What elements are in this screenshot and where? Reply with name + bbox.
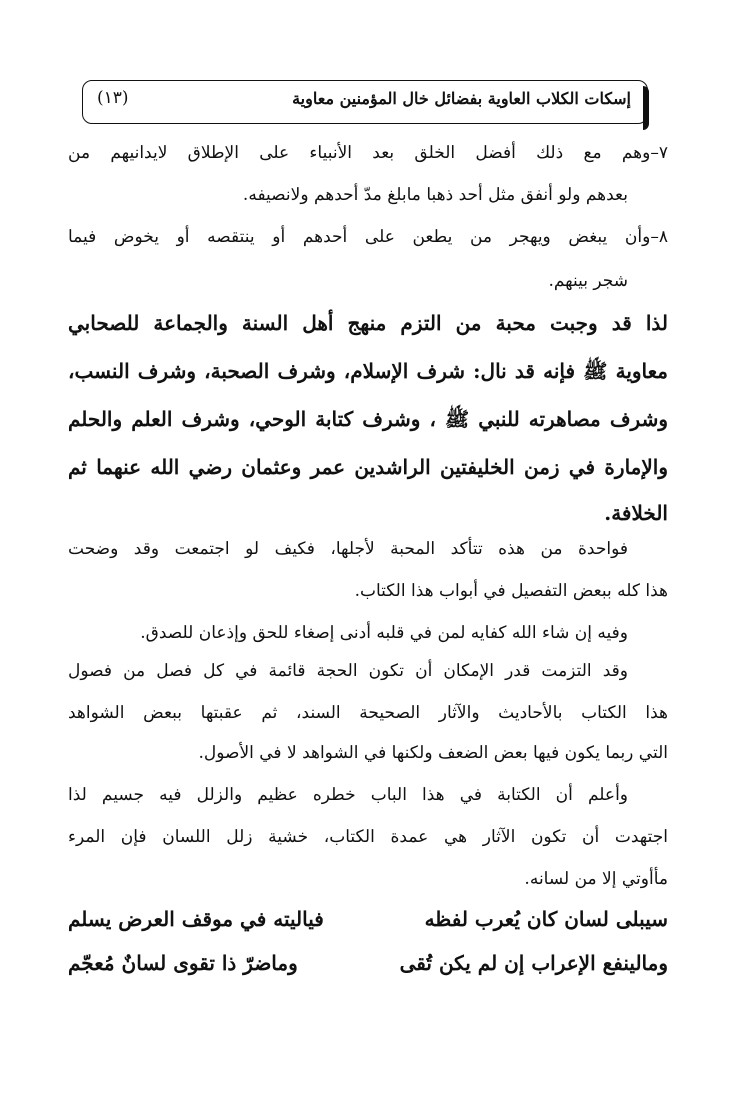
text-line: التي ربما يكون فيها بعض الضعف ولكنها في الشواهد لا في الأصول.: [198, 743, 668, 763]
text-line: بعدهم ولو أنفق مثل أحد ذهبا مابلغ مدّ أحدهم ولانصيفه.: [242, 185, 628, 205]
poem-verse-2-right: ومالينفع الإعراب إن لم يكن تُقى: [399, 951, 668, 975]
poem-verse-1-right: سيبلى لسان كان يُعرب لفظه: [424, 907, 668, 931]
text-line: وفيه إن شاء الله كفايه لمن في قلبه أدنى إصغاء للحق وإذعان للصدق.: [140, 623, 628, 643]
text-line: لذا قد وجبت محبة من التزم منهج أهل السنة والجماعة للصحابي: [68, 311, 668, 335]
text-line: الخلافة.: [604, 501, 668, 525]
text-line: وقد التزمت قدر الإمكان أن تكون الحجة قائمة في كل فصل من فصول: [68, 661, 628, 681]
text-line: معاوية ﷺ فإنه قد نال: شرف الإسلام، وشرف الصحبة، وشرف النسب،: [68, 359, 668, 383]
text-line: وشرف مصاهرته للنبي ﷺ ، وشرف كتابة الوحي، وشرف العلم والحلم: [68, 407, 668, 431]
poem-verse-2-left: وماضرّ ذا تقوى لسانٌ مُعجّم: [68, 951, 298, 975]
text-line: ٧–وهم مع ذلك أفضل الخلق بعد الأنبياء على الإطلاق لايدانيهم من: [68, 143, 668, 163]
text-line: شجر بينهم.: [548, 271, 628, 291]
text-line: هذا كله ببعض التفصيل في أبواب هذا الكتاب.: [354, 581, 668, 601]
page-number: (١٣): [97, 88, 129, 108]
text-line: مأأوتي إلا من لسانه.: [524, 869, 668, 889]
header-shadow: [643, 86, 649, 130]
text-line: هذا الكتاب بالأحاديث والآثار الصحيحة السند، ثم عقبتها ببعض الشواهد: [68, 703, 668, 723]
running-header: [82, 80, 648, 124]
text-line: فواحدة من هذه تتأكد المحبة لأجلها، فكيف لو اجتمعت وقد وضحت: [68, 539, 628, 559]
text-line: اجتهدت أن تكون الآثار هي عمدة الكتاب، خشية زلل اللسان فإن المرء: [68, 827, 668, 847]
text-line: ٨–وأن يبغض ويهجر من يطعن على أحدهم أو ينتقصه أو يخوض فيما: [68, 227, 668, 247]
poem-verse-1-left: فياليته في موقف العرض يسلم: [68, 907, 324, 931]
header-title: إسكات الكلاب العاوية بفضائل خال المؤمنين معاوية: [292, 89, 631, 108]
text-line: وأعلم أن الكتابة في هذا الباب خطره عظيم والزلل فيه جسيم لذا: [68, 785, 628, 805]
text-line: والإمارة في زمن الخليفتين الراشدين عمر وعثمان رضي الله عنهما ثم: [68, 455, 668, 479]
